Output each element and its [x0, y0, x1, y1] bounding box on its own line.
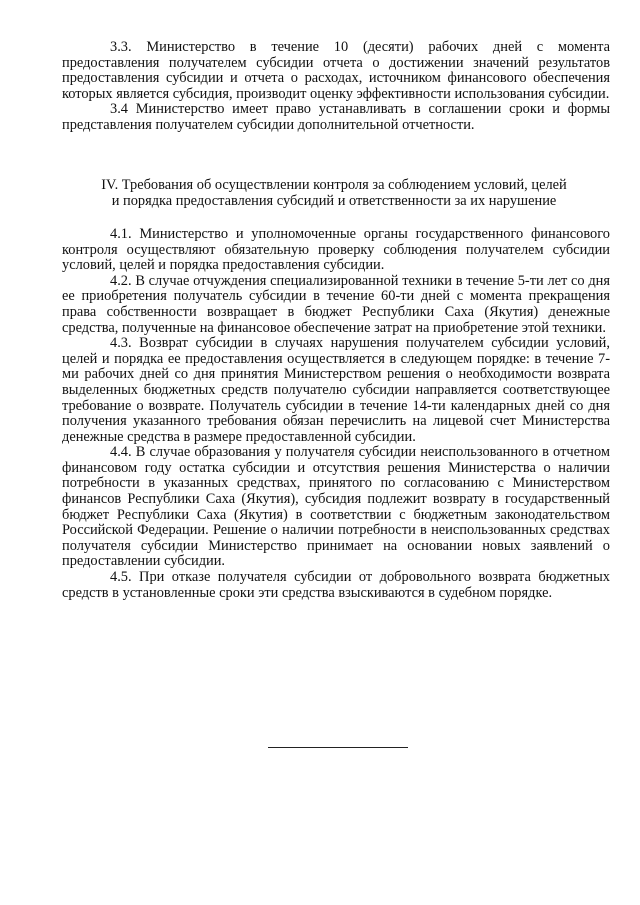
paragraph-4-2: 4.2. В случае отчуждения специализированной техники в течение 5-ти лет со дня ее приобретения получатель субсидии в течение 60-ти дней с момента прекращения права собственности возвращает в бюджет Республики Саха (Якутия) денежные средства, полученные на финансовое обеспечение затрат на приобретение этой техники.: [62, 272, 610, 336]
paragraph-4-3: 4.3. Возврат субсидии в случаях нарушения получателем субсидии условий, целей и порядка ее предоставления осуществляется в следующем порядке: в течение 7-ми рабочих дней со дня принятия Министерством решения о необходимости возврата выделенных бюджетных средств получателю субсидии направляется соответствующее требование о возврате. Получатель субсидии в течение 14-ти календарных дней со дня получения указанного требования обязан перечислить на лицевой счет Министерства денежные средства в размере предоставленной субсидии.: [62, 335, 610, 445]
paragraph-4-4: 4.4. В случае образования у получателя субсидии неиспользованного в отчетном финансовом году остатка субсидии и отсутствия решения Министерства о наличии потребности в указанных средствах, принятого по согласованию с Министерством финансов Республики Саха (Якутия), субсидия подлежит возврату в государственный бюджет Республики Саха (Якутия) в соответствии с бюджетным законодательством Российской Федерации. Решение о наличии потребности в неиспользованных средствах получателя субсидии Министерство принимает на основании новых заявлений о предоставлении субсидии.: [62, 444, 610, 570]
section-heading-line-1: IV. Требования об осуществлении контроля за соблюдением условий, целей: [101, 176, 567, 193]
paragraph-3-4: 3.4 Министерство имеет право устанавливать в соглашении сроки и формы представления получателем субсидии дополнительной отчетности.: [62, 101, 610, 133]
section-heading-line-2: и порядка предоставления субсидий и ответственности за их нарушение: [111, 192, 557, 209]
paragraph-3-3: 3.3. Министерство в течение 10 (десяти) рабочих дней с момента предоставления получателем субсидии отчета о достижении значений результатов предоставления субсидии и отчета о расходах, источником финансового обеспечения которых является субсидия, производит оценку эффективности использования субсидии.: [62, 39, 610, 102]
spacer: [62, 209, 610, 227]
end-rule: [268, 747, 408, 748]
paragraph-4-5: 4.5. При отказе получателя субсидии от добровольного возврата бюджетных средств в установленные сроки эти средства взыскиваются в судебном порядке.: [62, 569, 610, 601]
paragraph-4-1: 4.1. Министерство и уполномоченные органы государственного финансового контроля осуществляют обязательную проверку соблюдения получателем субсидии условий, целей и порядка предоставления субсидии.: [62, 225, 610, 274]
section-heading: [62, 177, 610, 209]
spacer: [62, 134, 610, 177]
